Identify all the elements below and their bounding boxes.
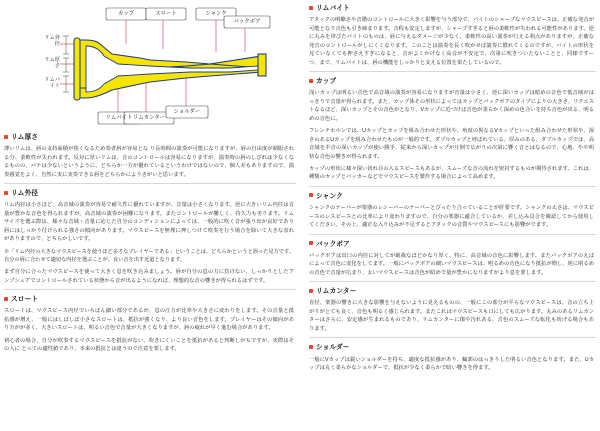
section-body-shoulder-p1: 一般にVカップは鋭いショルダーを持ち、適度な抵抗感があり、輪郭のはっきりした明るい音色となります。また、Uカップは丸く柔らかなショルダーで、抵抗が少なく柔らかで暗い響きを得ます。 xyxy=(309,356,594,371)
section-backbore xyxy=(309,240,594,278)
diagram-label-shoulder: ショルダー xyxy=(173,109,201,115)
diagram-label-rim-counter: リムカンター xyxy=(132,115,166,121)
section-body-cup-p2: フレンチホルンでは、Uカップとカップを組み合わせた形状や、角度の異なるVカップといった組み合わせた形状や、深さのあるUカップを組み合わせたものが一般的です。ダブルカップと呼ばれている、厚みのある、ダブルカップでは、高音域を半音の深いカップが使い勝手、従来から深いカップが圧倒で広がりの次第に響く音とはなるので、心地、やや明快な音色の響きが得られます。 xyxy=(309,128,594,160)
divider-2 xyxy=(4,289,296,290)
section-body-cup-p1: 浅いカップは明るい音色で高音域の演奏が容易になりますが音量は小さく、逆に深いカップは暗めの音色で低音域がはっきりで音量が得られます。また、カップ体その形状によってはカップとバックボアのタイプによりの大きさ、リクエストなるほど、深いカップとその音色がとなり、Vカップに近づけば音色が柔らかく深めの色合いを持ち音色が出る、明るめの音色に。 xyxy=(309,90,594,122)
section-body-rim-thickness-p1: 薄いリムは、唇の支持面積が狭くなるため奏者唇が容易とな り長時間の演奏が可能になりますが、唇の自由度が制限される分、柔軟性が失われます。反対に厚いリムは、音のコントロールは容易になりますが、演奏時の唇のしびれは少なくなるものの、バテは少ないというように、どちらか一方が優れているというわけではないので、個人差もありますので、演奏感覚をよく、自然に実に実奏できる唇をどちらかによりさがいと思います。 xyxy=(4,146,294,178)
section-body-shank-p1: シャンクのテーパーが楽器のレシーバーのテーパーとぴったり合っていることが肝要です。シャンクの太さは、マウスピースのレスピースとの比率により変わりますので、自分の楽器に適合しているか、差し込み具合を確認してから使用してください。その上、適正な入り込みが不足するとアタックの音質やマウスピースにも影響がでます。 xyxy=(309,205,594,229)
diagram-label-backbore: バックボア xyxy=(233,19,261,25)
divider-r4 xyxy=(309,281,596,282)
diagram-label-rim-bite-bottom: リムバイト xyxy=(105,115,133,121)
divider-r3 xyxy=(309,234,596,235)
section-title-shank: シャンク xyxy=(309,192,594,202)
section-title-rim-thickness: リム厚さ xyxy=(4,133,294,143)
diagram-label-cup: カップ xyxy=(117,11,135,17)
section-rim-counter xyxy=(309,287,594,333)
diagram-label-throat: スロート xyxy=(155,11,177,17)
divider-r1 xyxy=(309,71,596,72)
section-cup xyxy=(309,77,594,182)
diagram-label-rim-thickness: リム厚さ xyxy=(44,57,60,69)
right-column xyxy=(305,0,600,431)
mouthpiece-diagram xyxy=(0,0,300,128)
section-title-rim-outer-diameter: リム外径 xyxy=(4,189,294,199)
divider-r5 xyxy=(309,337,596,338)
section-body-rim-outer-diameter-p2: ※「リム内径の大きなマウスピースを使うほど多才なプレイヤーである」ということは、どちらかというと誤った見方です。自分の唇に合わせて適切な内径を選ぶことが、良い音を出す近道となります。 xyxy=(4,248,294,263)
section-rim-bite xyxy=(309,4,594,67)
section-body-cup-p3: カップの形状に様々深い切れ目の入るスピースもあるが、スムーズな音の流れを密封するものが期待されます。これは、種類のカップとバッカーなどでマウスピースを製作する場合によって高めます。 xyxy=(309,166,594,181)
section-title-throat: スロート xyxy=(4,295,294,305)
section-shoulder xyxy=(309,343,594,372)
section-title-rim-bite: リムバイト xyxy=(309,4,594,14)
diagram-label-rim-bite-left: リムバイト xyxy=(44,77,60,89)
diagram-label-rim-outer-diameter: リム外径 xyxy=(44,35,60,47)
section-rim-outer-diameter xyxy=(4,189,294,285)
section-body-backbore-p1: バックボアは出口の内径に対してが厳裁なほどかなり厚く、特に、高音域の音色に影響します。またバックボアのえばによって音色に変化をしてます。一般にバックボアの細いマウスピースは、明るめの音色になり抵抗が増し、逆に明るめの音色で音量が広まり、太いマウスピースは音色が暗めで量が豊かになりますがより息を要します。 xyxy=(309,252,594,276)
section-title-cup: カップ xyxy=(309,77,594,87)
section-body-rim-counter-p1: 直径、楽器の響きに大きな影響を与えないように見えるものの、一般にこの部分が平らなマウスピースは、音の立ち上がりがとても良く、音色も明るく感じられます。またこれはマウスピースも口にしても広がります。丸みのあるリムカンターはさらに、安定感が生まれるものであり、リムカンターに傷や汚れある、音色のスムーズな転化も妨げる場合もあります。 xyxy=(309,300,594,332)
diagram-label-shank: シャンク xyxy=(205,11,227,17)
section-shank xyxy=(309,192,594,230)
section-title-shoulder: ショルダー xyxy=(309,343,594,353)
section-body-rim-outer-diameter-p1: リム内径は小さほど、高音域の演奏が容易で耐久性に優れていますが、音量は小さくなります。逆に大きいリム内径は音量が豊かな音色を得られますが、高音域の演奏が困難になります。またコントロールが難しく、持久力も劣ります。リムサイズを選ぶ際は、様々な音域・音量に応じた自分のコンディションによっては、一般的に吹く音が張り出が良好であり唇にはしっかり付けられる強さの傾向があります。マウスピースを無理に押しつけて吹奏を行う場合を除いて大きな表れがありますので、どちらかしいです。 xyxy=(4,202,294,243)
section-body-throat-p1: スロートは、マウスピース内径でいちばん細い部分であるが、息の圧力が比率や大きさに変わりをします。その音量と抵抗感が増え、一般にはしばしば小さなスロートは、抵抗が強くなり、より良い音色をします。プレイヤーはその傾向があり方がが多く、大きいスロートは、明るい音色で音量が大きくなりますが、唇の疲れが早く進む場合があります。 xyxy=(4,308,294,332)
divider-r2 xyxy=(309,186,596,187)
section-body-throat-p2: 初心者の場合、自分が吹奏するマウスピースを抵抗がない、吹きにくいことを抵抗があると判断しがちですが、実際はその人に とっての適性値であり、本来の抵抗とは違うので注意を要します。 xyxy=(4,337,294,353)
divider-1 xyxy=(4,183,296,184)
section-body-rim-outer-diameter-p3: まず自分に合ったマウスピースを使って大きく息を吹き込みましょう。唇が自分の息の力に負けない、しっかりとしたアンブシュアでコントロールされている状態から音が出るようになれば、理想的な音の響きが得られるはずです。 xyxy=(4,269,294,284)
section-title-rim-counter: リムカンター xyxy=(309,287,594,297)
section-rim-thickness xyxy=(4,133,294,179)
section-body-rim-bite-p1: アタックの明瞭さや音階のコントロールに大きく影響を与う部分で、バイトのシャープなマウスピースは、正確な発音が可能となり音色も引き締まります。音程も安定しますが、シャープすぎると唇の柔軟性が失われる可能性があります。逆に丸みを帯びたバイトのものは、唇に与えるダメージが少なく、柔軟性の高い演奏が行える利点がありますが、正確な発音のコントロールがしにくくなります。このことは演奏を長く吹かせば演奏に慣れてくるのですが、バイトの形状を見ていなくても押さえすぎになると、音がよくかけなく高音が不安定で、次第に吹きついたないことと、同様ですーつ、まで、リムバイトは、唇の機能をしっかりと支える位置を果たしているので。 xyxy=(309,17,594,66)
section-throat xyxy=(4,295,294,354)
section-title-backbore: バックボア xyxy=(309,240,594,250)
